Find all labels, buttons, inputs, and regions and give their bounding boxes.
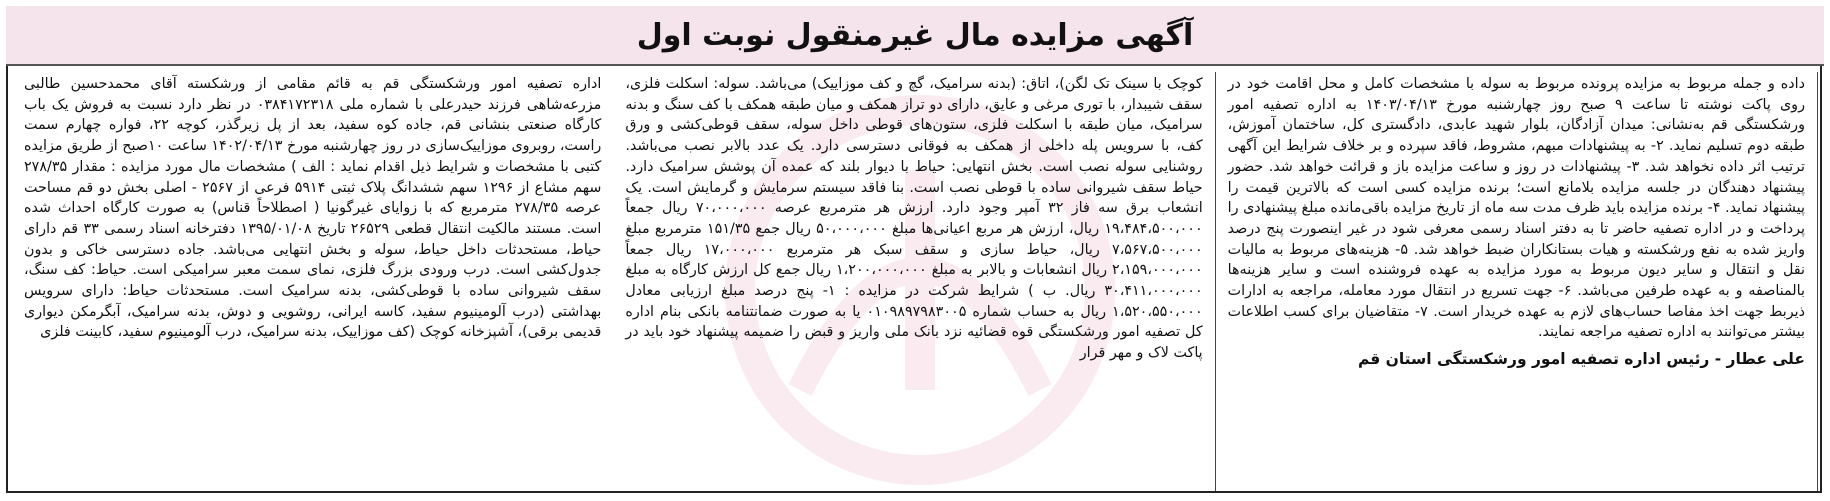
notice-column-1 bbox=[12, 72, 613, 491]
column-1-text: اداره تصفیه امور ورشکستگی قم به قائم مقامی از ورشکسته آقای محمدحسین طالبی مزرعه‌شاهی فرزند حیدرعلی با شماره ملی ۰۳۸۴۱۷۲۳۱۸ در نظر دارد نسبت به فروش یک باب کارگاه صنعتی بنشانی قم، جاده کوه سفید، بعد از پل زیرگذر، کوچه ۲۲، فواره چهارم سمت راست، روبروی موزاییک‌سازی در روز چهارشنبه مورخ ۱۴۰۲/۰۴/۱۳ ساعت ۱۰صبح از طریق مزایده کتبی با مشخصات و شرایط ذیل اقدام نماید : الف ) مشخصات مال مورد مزایده : مقدار ۲۷۸/۳۵ سهم مشاع از ۱۲۹۶ سهم ششدانگ پلاک ثبتی ۵۹۱۴ فرعی از ۲۵۶۷ - اصلی بخش دو قم مساحت عرصه ۲۷۸/۳۵ مترمربع که با زوایای غیرگونیا ( اصطلاحاً قناس) به صورت کارگاه احداث شده است. مستند مالکیت انتقال قطعی ۲۶۵۲۹ تاریخ ۱۳۹۵/۰۱/۰۸ دفترخانه اسناد رسمی ۳۳ قم دارای حیاط، مستحدثات داخل حیاط، سوله و بخش انتهایی می‌باشد. جاده دسترسی خاکی و بدون جدول‌کشی است. درب ورودی بزرگ فلزی، نمای سمت معبر سرامیکی است. حیاط: کف سنگ، سقف شیروانی ساده با قوطی‌کشی، بدنه سرامیک است. مستحدثات حیاط: دارای سرویس بهداشتی (درب آلومینیوم سفید، کاسه ایرانی، روشویی و دوش، بدنه سرامیک، آبگرمکن دیواری قدیمی برقی)، آشپزخانه کوچک (کف موزاییک، بدنه سرامیک، درب آلومینیوم سفید، کابینت فلزی bbox=[24, 76, 602, 341]
notice-title: آگهی مزایده مال غیرمنقول نوبت اول bbox=[636, 17, 1194, 53]
column-3-text: داده و جمله مربوط به مزایده پرونده مربوط به سوله با مشخصات کامل و محل اقامت خود در روی پاکت نوشته تا ساعت ۹ صبح روز چهارشنبه مورخ ۱۴۰۳/۰۴/۱۳ به اداره تصفیه امور ورشکستگی قم به‌نشانی: میدان آزادگان، بلوار شهید عابدی، دادگستری کل، ساختمان آموزش، طبقه دوم تسلیم نماید. ۲- به پیشنهادات مبهم، مشروط، فاقد سپرده و بر خلاف شرایط این آگهی ترتیب اثر داده نخواهد شد. ۳- پیشنهادات در روز و ساعت مزایده باز و قرائت خواهد شد. حضور پیشنهاد دهندگان در جلسه مزایده بلامانع است؛ برنده مزایده کسی است که بالاترین قیمت را پیشنهاد نماید. ۴- برنده مزایده باید ظرف مدت سه ماه از تاریخ مزایده باقی‌مانده مبلغ پیشنهادی را پرداخت و در اداره تصفیه حاضر تا به دفتر اسناد رسمی معرفی شود در غیر اینصورت پنج درصد واریز شده به نفع ورشکسته و هیات بستانکاران ضبط خواهد شد. ۵- هزینه‌های مربوط به مالیات نقل و انتقال و سایر دیون مربوط به مورد مزایده به عهده فروشنده است و سایر هزینه‌ها بالمناصفه و به عهده طرفین می‌باشد. ۶- جهت تسریع در انتقال مورد معامله، مراجعه به ادارات ذیربط جهت اخذ مفاصا حساب‌های لازم به عهده خریدار است. ۷- متقاضیان برای کسب اطلاعات بیشتر می‌توانند به اداره تصفیه مراجعه نمایند. bbox=[1227, 76, 1805, 341]
notice-column-3 bbox=[1216, 72, 1818, 491]
title-bar bbox=[6, 6, 1824, 66]
signature: علی عطار - رئیس اداره تصفیه امور ورشکستگی استان قم bbox=[1357, 350, 1805, 369]
column-2-text: کوچک با سینک تک لگن)، اتاق: (بدنه سرامیک، گچ و کف موزاییک) می‌باشد. سوله: اسکلت فلزی، سقف شیبدار، با توری مرغی و عایق، دارای دو تراز همکف و میان طبقه همکف با کف سنگ و بدنه سرامیک، میان طبقه با اسکلت فلزی، ستون‌های قوطی داخل سوله، سقف قوطی‌کشی و ورق کف، با سرویس پله داخلی از همکف به فوقانی دسترسی دارد. یک عدد بالابر نصب می‌باشد. روشنایی سوله نصب است. بخش انتهایی: حیاط با دیوار بلند که عمده آن پوشش سرامیک دارد. حیاط سقف شیروانی ساده با قوطی نصب است. بنا فاقد سیستم سرمایش و گرمایش است. یک انشعاب برق سه فاز ۳۲ آمپر وجود دارد. ارزش هر مترمربع عرصه ۷۰،۰۰۰،۰۰۰ ریال جمعاً ۱۹،۴۸۴،۵۰۰،۰۰۰ ریال، ارزش هر مربع اعیانی‌ها مبلغ ۵۰،۰۰۰،۰۰۰ ریال جمع ۱۵۱/۳۵ مترمربع مبلغ ۷،۵۶۷،۵۰۰،۰۰۰ ریال، حیاط سازی و سقف سبک هر مترمربع ۱۷،۰۰۰،۰۰۰ ریال جمعاً ۲،۱۵۹،۰۰۰،۰۰۰ ریال انشعابات و بالابر به مبلغ ۱،۲۰۰،۰۰۰،۰۰۰ ریال جمع کل ارزش کارگاه به مبلغ ۳۰،۴۱۱،۰۰۰،۰۰۰ ریال. ب ) شرایط شرکت در مزایده : ۱- پنج درصد مبلغ ارزیابی معادل ۱،۵۲۰،۵۵۰،۰۰۰ ریال به حساب شماره ۰۱۰۹۸۹۷۹۸۳۰۰۵ یا به صورت ضمانتنامه بانکی بنام اداره کل تصفیه امور ورشکستگی قوه قضائیه نزد بانک ملی واریز و قبض را ضمیمه پیشنهاد خود باید در پاکت لاک و مهر قرار bbox=[625, 76, 1203, 362]
notice-column-2 bbox=[613, 72, 1215, 491]
notice-body bbox=[12, 72, 1818, 491]
